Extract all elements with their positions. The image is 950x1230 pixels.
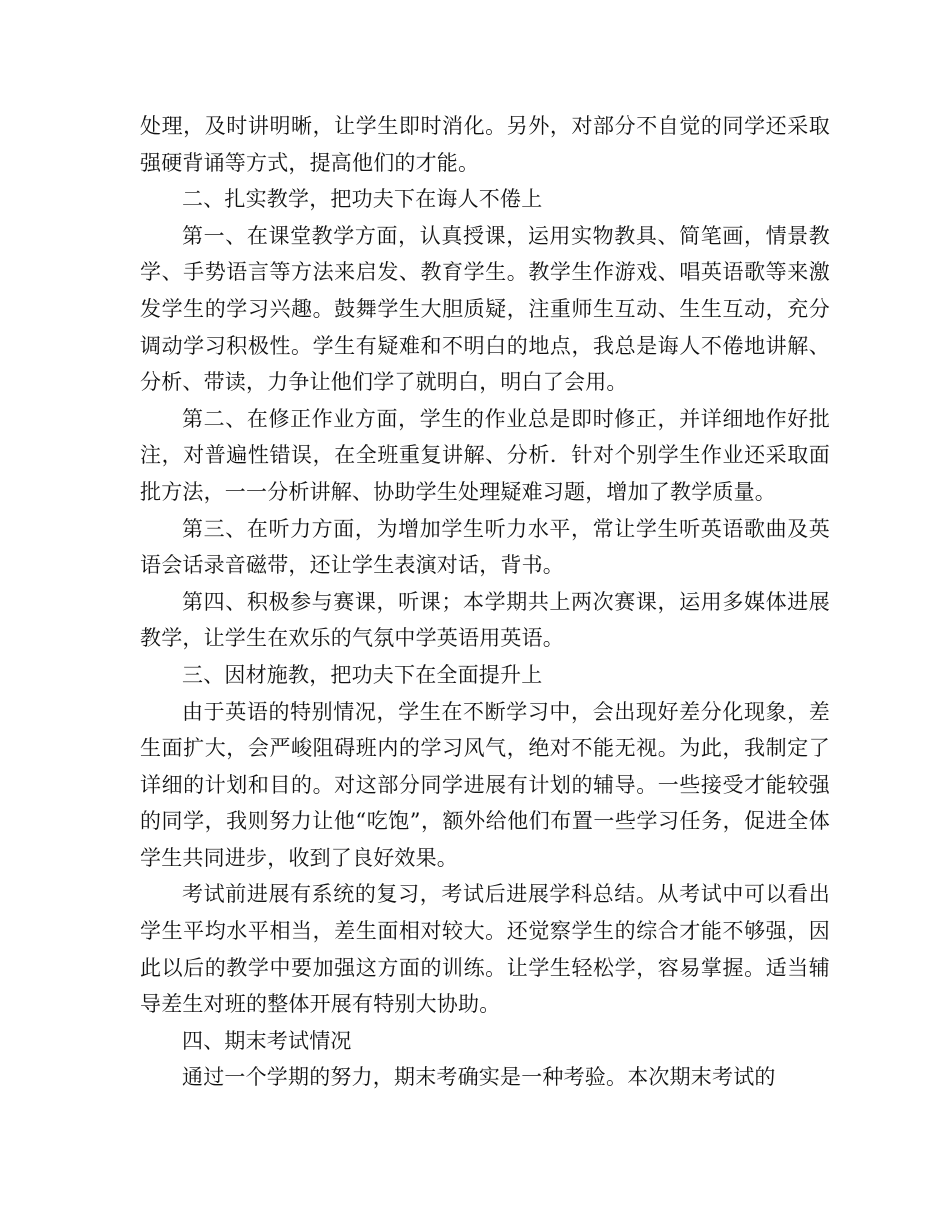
section-heading-4: 四、期末考试情况: [182, 1028, 352, 1053]
paragraph-lesson-contest: 第四、积极参与赛课，听课；本学期共上两次赛课，运用多媒体进展教学，让学生在欢乐的气氛中学英语用英语。: [140, 589, 830, 651]
paragraph-homework-correction: 第二、在修正作业方面，学生的作业总是即时修正，并详细地作好批注，对普遍性错误，在全班重复讲解、分析．针对个别学生作业还采取面批方法，一一分析讲解、协助学生处理疑难习题，增加了教学质量。: [140, 406, 830, 504]
paragraph-continuation: 处理，及时讲明晰，让学生即时消化。另外，对部分不自觉的同学还采取强硬背诵等方式，提高他们的才能。: [140, 114, 830, 175]
section-heading-2: 二、扎实教学，把功夫下在诲人不倦上: [182, 187, 543, 212]
paragraph-exam-review: 考试前进展有系统的复习，考试后进展学科总结。从考试中可以看出学生平均水平相当，差生面相对较大。还觉察学生的综合才能不够强，因此以后的教学中要加强这方面的训练。让学生轻松学，容易掌握。适当辅导差生对班的整体开展有特别大协助。: [140, 882, 830, 1017]
paragraph-final-exam: 通过一个学期的努力，期末考确实是一种考验。本次期末考试的: [182, 1065, 776, 1090]
paragraph-classroom-teaching: 第一、在课堂教学方面，认真授课，运用实物教具、简笔画，情景教学、手势语言等方法来启发、教育学生。教学生作游戏、唱英语歌等来激发学生的学习兴趣。鼓舞学生大胆质疑，注重师生互动、生生互动，充分调动学习积极性。学生有疑难和不明白的地点，我总是诲人不倦地讲解、分析、带读，力争让他们学了就明白，明白了会用。: [140, 223, 830, 395]
paragraph-listening: 第三、在听力方面，为增加学生听力水平，常让学生听英语歌曲及英语会话录音磁带，还让学生表演对话，背书。: [140, 516, 830, 578]
paragraph-individual-teaching: 由于英语的特别情况，学生在不断学习中，会出现好差分化现象，差生面扩大，会严峻阻碍班内的学习风气，绝对不能无视。为此，我制定了详细的计划和目的。对这部分同学进展有计划的辅导。一些接受才能较强的同学，我则努力让他“吃饱”，额外给他们布置一些学习任务，促进全体学生共同进步，收到了良好效果。: [140, 699, 830, 870]
document-body: [140, 108, 830, 1096]
section-heading-3: 三、因材施教，把功夫下在全面提升上: [182, 662, 543, 687]
